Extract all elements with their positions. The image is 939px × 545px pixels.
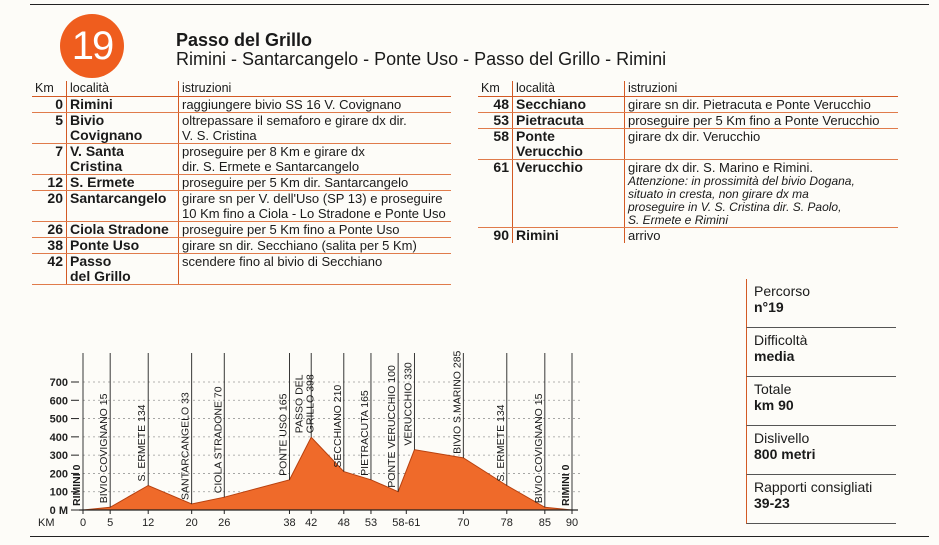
y-tick-label: 300: [49, 450, 68, 463]
location-header: località: [67, 81, 179, 97]
route-number-badge: 19: [60, 14, 124, 78]
instruction-line: V. S. Cristina: [182, 128, 257, 143]
y-tick-label: 100: [49, 486, 68, 499]
location-cell: [67, 191, 179, 222]
info-box: [746, 377, 896, 426]
info-value: km 90: [754, 397, 794, 413]
location-line: Bivio: [70, 112, 105, 128]
instruction-line: girare dx dir. S. Marino e Rimini.: [628, 160, 813, 175]
route-table-left: [32, 81, 451, 285]
location-line: Santarcangelo: [70, 190, 167, 206]
info-label: Percorso: [754, 283, 811, 299]
x-tick-label: 26: [218, 517, 231, 529]
y-tick-label: 700: [49, 377, 68, 389]
table-row: [32, 175, 451, 191]
info-label: Totale: [754, 381, 792, 397]
km-cell: 12: [32, 175, 67, 191]
location-cell: [67, 222, 179, 238]
x-tick-label: 12: [142, 517, 155, 529]
location-line: Ponte Uso: [70, 237, 140, 253]
instructions-cell: [625, 129, 899, 160]
marker-label: PASSO DEL: [293, 374, 306, 434]
marker-label: RIMINI 0: [560, 464, 572, 506]
instructions-cell: [179, 222, 452, 238]
y-tick-label: 600: [49, 395, 68, 408]
instruction-line: girare sn per V. dell'Uso (SP 13) e proseguire: [182, 191, 443, 206]
km-cell: 20: [32, 191, 67, 222]
info-box: [746, 426, 896, 475]
note-line: proseguire in V. S. Cristina dir. S. Paolo,: [628, 200, 842, 214]
location-cell: [513, 129, 625, 160]
y-tick-label: 0 M: [49, 505, 68, 517]
x-tick-label: 90: [565, 517, 579, 529]
km-cell: 0: [32, 97, 67, 113]
instructions-cell: [179, 144, 452, 175]
table-row: [478, 113, 898, 129]
table-row: [32, 144, 451, 175]
warning-note: [628, 175, 895, 227]
info-label: Difficoltà: [754, 332, 808, 348]
info-value: media: [754, 348, 795, 364]
marker-label: PIETRACUTA 165: [358, 390, 371, 476]
route-subtitle: Rimini - Santarcangelo - Ponte Uso - Passo del Grillo - Rimini: [176, 49, 667, 69]
location-cell: [513, 160, 625, 228]
elevation-profile: [30, 325, 590, 530]
info-value: 800 metri: [754, 446, 816, 462]
instructions-header: istruzioni: [625, 81, 899, 97]
instruction-line: arrivo: [628, 228, 661, 243]
note-line: Attenzione: in prossimità del bivio Dogana,: [628, 174, 855, 188]
marker-label: S. ERMETE 134: [494, 404, 507, 482]
location-line: Verucchio: [516, 159, 583, 175]
km-cell: 53: [478, 113, 513, 129]
note-line: S. Ermete e Rimini: [628, 213, 729, 227]
instruction-line: girare dx dir. Verucchio: [628, 129, 761, 144]
location-line: S. Ermete: [70, 174, 135, 190]
table-row: [32, 254, 451, 285]
km-cell: 5: [32, 113, 67, 144]
km-cell: 7: [32, 144, 67, 175]
location-line: Passo: [70, 253, 112, 269]
info-box: [746, 279, 896, 328]
table-row: [478, 97, 898, 113]
marker-label: BIVIO S.MARINO 285: [451, 350, 464, 454]
marker-label: SECCHIANO 210: [331, 384, 344, 468]
x-tick-label: 85: [538, 517, 551, 529]
marker-label: VERUCCHIO 330: [402, 362, 415, 446]
location-line: Cristina: [70, 158, 123, 174]
x-tick-label: 53: [364, 517, 378, 529]
location-line: V. Santa: [70, 143, 124, 159]
marker-label: GRILLO 398: [304, 374, 317, 434]
info-label: Rapporti consigliati: [754, 479, 873, 495]
marker-label: BIVIO COVIGNANO 15: [98, 393, 111, 504]
location-line: Ciola Stradone: [70, 221, 169, 237]
location-cell: [67, 97, 179, 113]
info-value: n°19: [754, 299, 784, 315]
y-tick-label: 400: [49, 431, 68, 444]
marker-label: RIMINI 0: [71, 464, 83, 506]
instruction-line: girare sn dir. Secchiano (salita per 5 Km): [182, 238, 417, 253]
instructions-cell: [179, 97, 452, 113]
location-line: Verucchio: [516, 143, 583, 159]
location-cell: [513, 113, 625, 129]
table-row: [32, 97, 451, 113]
table-row: [32, 113, 451, 144]
location-cell: [67, 175, 179, 191]
info-box: [746, 328, 896, 377]
x-tick-label: 0: [79, 517, 87, 529]
marker-label: SANTARCANGELO 33: [179, 392, 192, 500]
instruction-line: proseguire per 5 Km fino a Ponte Uso: [182, 222, 400, 237]
x-tick-label: 58-61: [392, 517, 421, 529]
instructions-cell: [625, 97, 899, 113]
instruction-line: dir. S. Ermete e Santarcangelo: [182, 159, 360, 174]
x-tick-label: 20: [185, 517, 198, 529]
route-info-panel: [746, 279, 896, 524]
x-tick-label: 78: [500, 517, 513, 529]
location-line: Secchiano: [516, 96, 587, 112]
location-cell: [513, 97, 625, 113]
table-header-row: [478, 81, 898, 97]
table-row: [478, 129, 898, 160]
location-line: Ponte: [516, 128, 555, 144]
location-cell: [67, 238, 179, 254]
instruction-line: scendere fino al bivio di Secchiano: [182, 254, 383, 269]
km-cell: 42: [32, 254, 67, 285]
instruction-line: oltrepassare il semaforo e girare dx dir.: [182, 113, 407, 128]
x-tick-label: 38: [283, 517, 296, 529]
location-cell: [67, 144, 179, 175]
km-cell: 26: [32, 222, 67, 238]
marker-label: CIOLA STRADONE 70: [212, 386, 225, 494]
table-row: [32, 222, 451, 238]
marker-label: PONTE USO 165: [277, 393, 290, 476]
location-header: località: [513, 81, 625, 97]
note-line: situato in cresta, non girare dx ma: [628, 187, 809, 201]
km-cell: 90: [493, 227, 509, 243]
table-row: [478, 160, 898, 228]
instructions-cell: [625, 113, 899, 129]
km-cell: 48: [478, 97, 513, 113]
km-header: Km: [32, 81, 67, 97]
top-rule: [30, 4, 929, 5]
instructions-cell: [625, 160, 899, 228]
y-tick-label: 200: [49, 468, 68, 481]
instruction-line: proseguire per 8 Km e girare dx: [182, 144, 365, 159]
route-table-right: [478, 81, 898, 243]
instructions-header: istruzioni: [179, 81, 452, 97]
location-cell: [513, 228, 625, 244]
km-cell: 38: [32, 238, 67, 254]
location-line: Covignano: [70, 127, 143, 143]
instruction-line: proseguire per 5 Km dir. Santarcangelo: [182, 175, 409, 190]
instructions-cell: [625, 228, 899, 244]
table-row: [478, 228, 898, 244]
instructions-cell: [179, 113, 452, 144]
elevation-chart: [30, 325, 590, 530]
location-line: Rimini: [70, 96, 113, 112]
instruction-line: proseguire per 5 Km fino a Ponte Verucchio: [628, 113, 880, 128]
km-cell: 58: [478, 129, 513, 160]
km-cell: 61: [478, 160, 513, 228]
location-line: Pietracuta: [516, 112, 584, 128]
instruction-line: raggiungere bivio SS 16 V. Covignano: [182, 97, 402, 112]
x-tick-label: 70: [457, 517, 470, 529]
location-cell: [67, 113, 179, 144]
marker-label: BIVIO COVIGNANO 15: [532, 393, 545, 504]
info-label: Dislivello: [754, 430, 810, 446]
location-cell: [67, 254, 179, 285]
bottom-rule: [30, 536, 929, 537]
location-line: del Grillo: [70, 268, 131, 284]
location-line: Rimini: [516, 227, 559, 243]
table-row: [32, 191, 451, 222]
instructions-cell: [179, 254, 452, 285]
km-header: Km: [478, 81, 513, 97]
instructions-cell: [179, 191, 452, 222]
x-tick-label: 42: [305, 517, 318, 529]
marker-label: S. ERMETE 134: [136, 404, 149, 482]
y-tick-label: 500: [49, 413, 68, 426]
instructions-cell: [179, 238, 452, 254]
info-box: [746, 475, 896, 524]
x-tick-label: 5: [107, 517, 114, 529]
table-header-row: [32, 81, 451, 97]
x-tick-label: 48: [337, 517, 350, 529]
instruction-line: girare sn dir. Pietracuta e Ponte Verucchio: [628, 97, 871, 112]
marker-label: PONTE VERUCCHIO 100: [386, 365, 399, 488]
x-axis-label: KM: [38, 517, 55, 529]
route-title: Passo del Grillo: [176, 30, 313, 50]
info-value: 39-23: [754, 495, 790, 511]
instructions-cell: [179, 175, 452, 191]
instruction-line: 10 Km fino a Ciola - Lo Stradone e Ponte Uso: [182, 206, 446, 221]
table-row: [32, 238, 451, 254]
